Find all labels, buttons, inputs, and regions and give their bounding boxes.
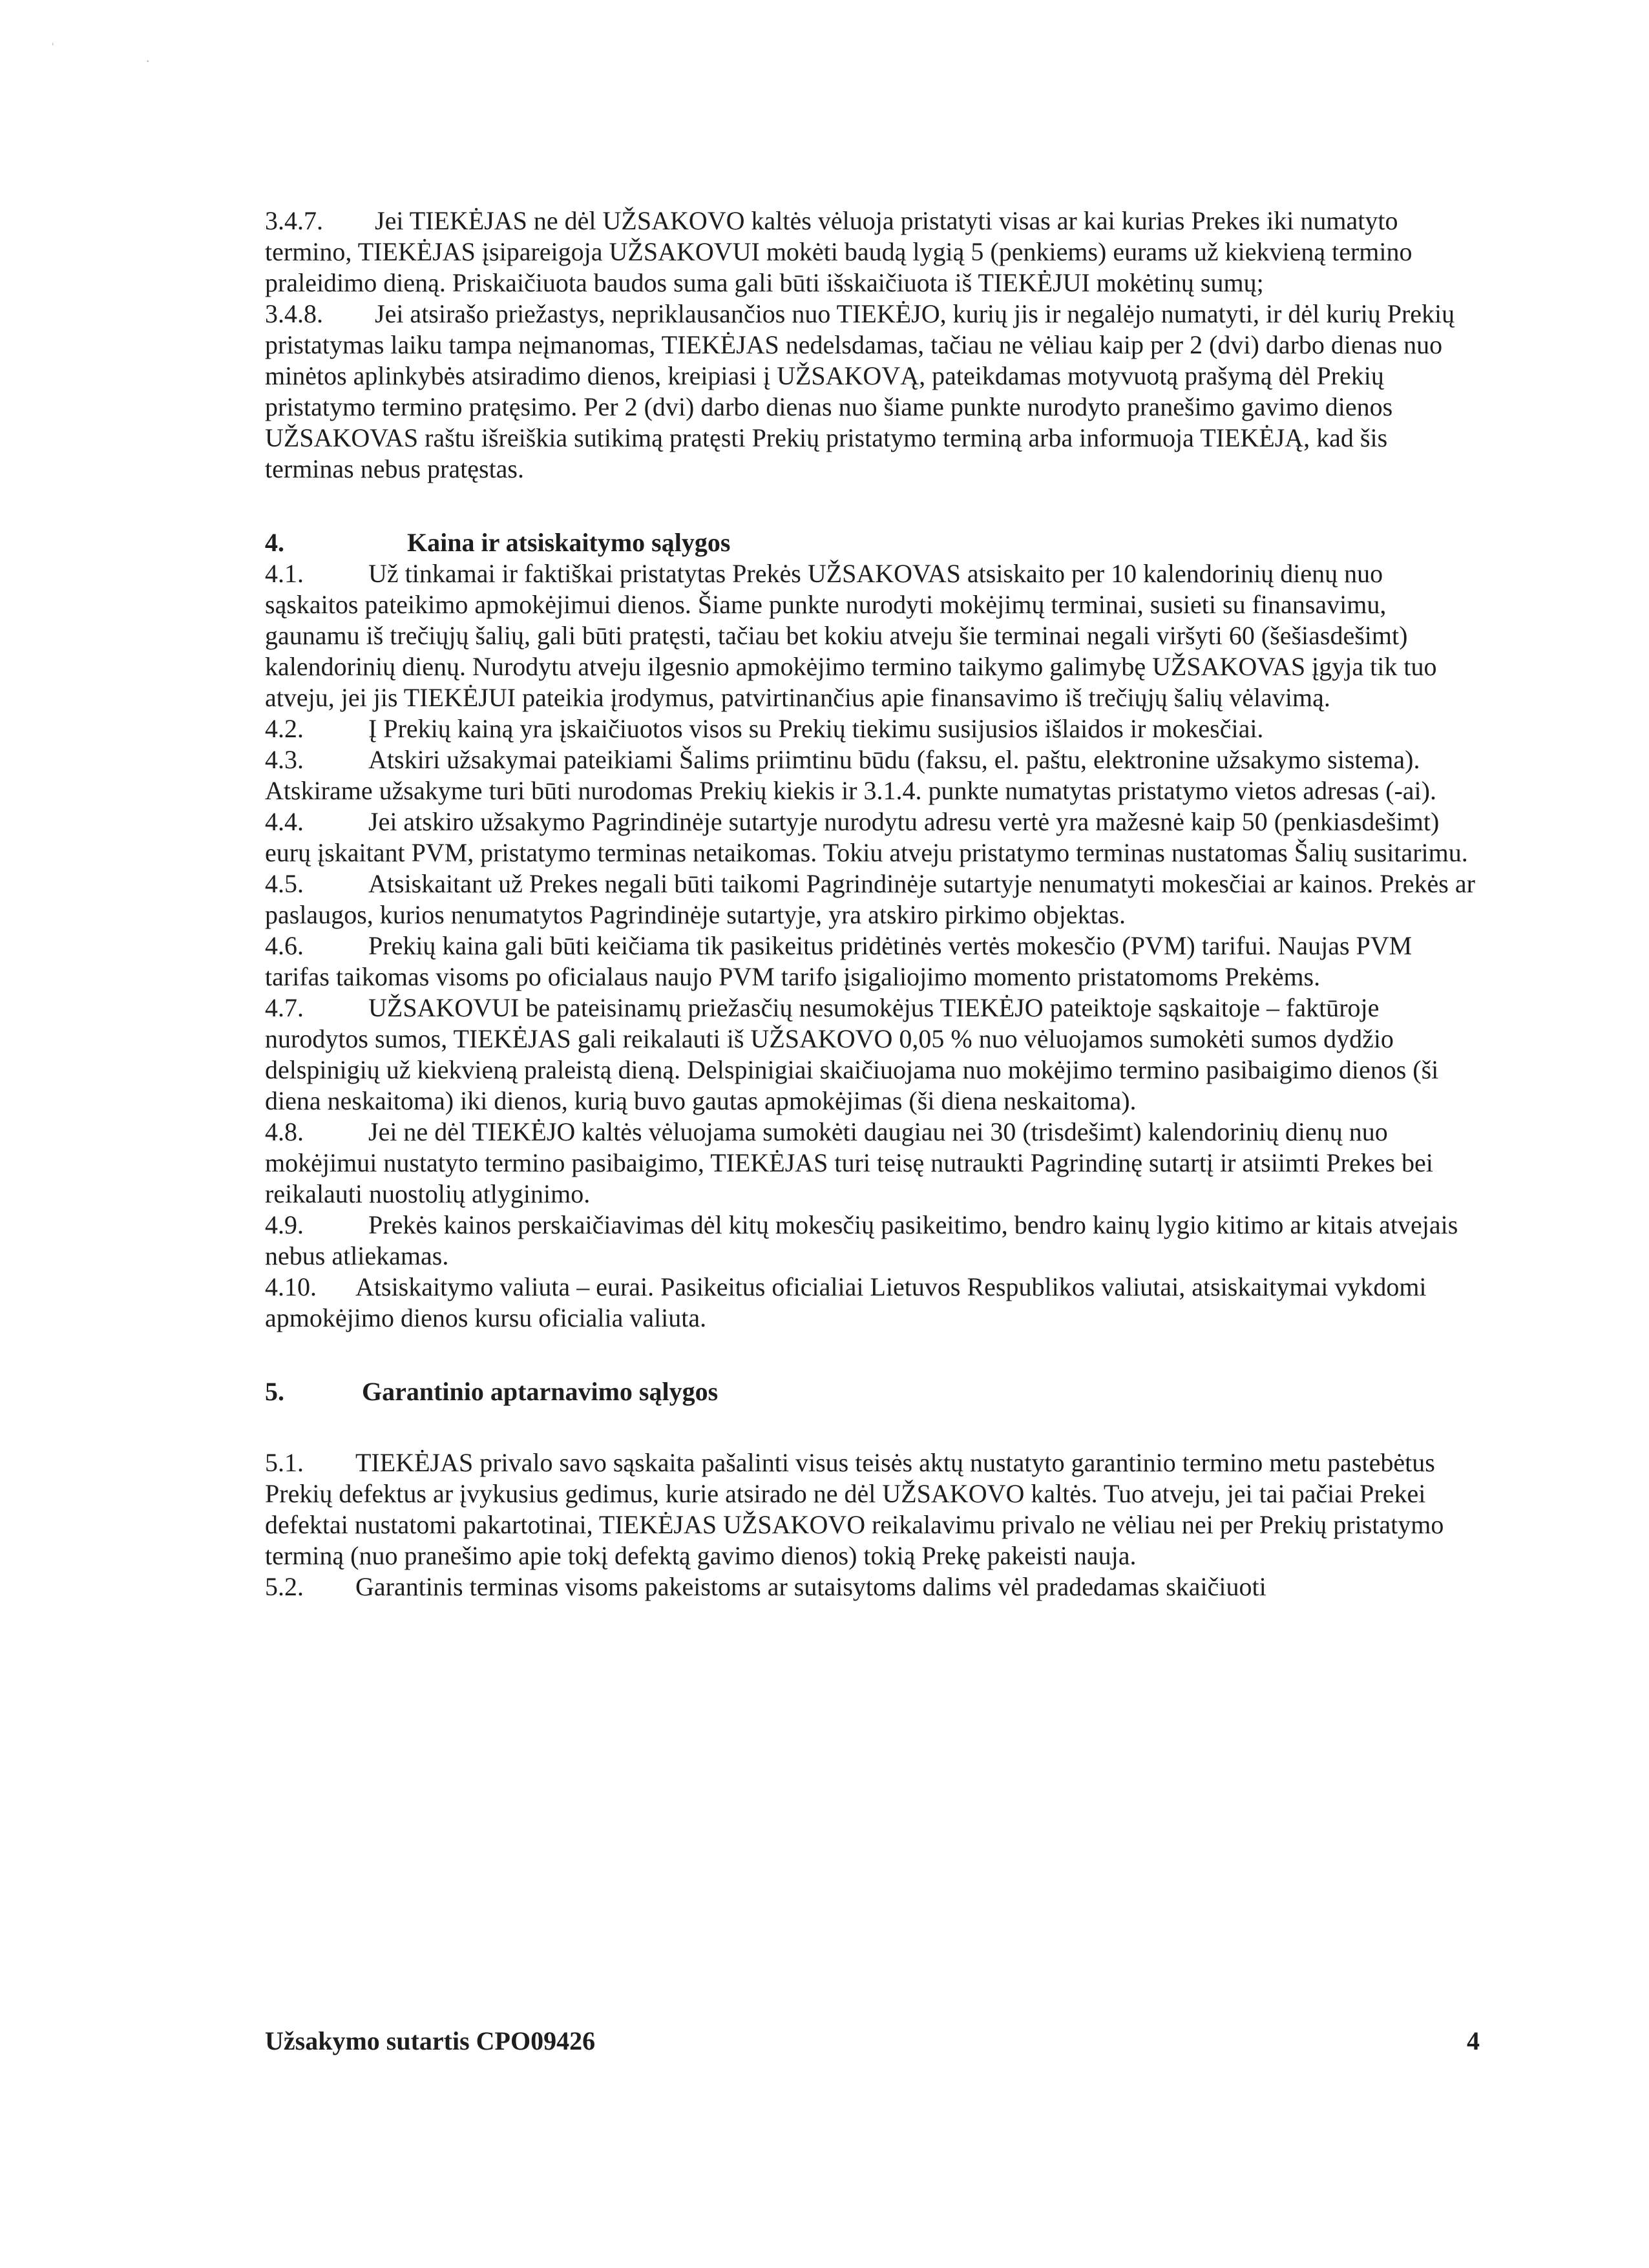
- clause-4-5: [265, 868, 1480, 930]
- clause-4-7: [265, 992, 1480, 1117]
- clause-4-1: [265, 558, 1480, 713]
- document-body: [265, 205, 1480, 1602]
- clause-text: Jei ne dėl TIEKĖJO kaltės vėluojama sumokėti daugiau nei 30 (trisdešimt) kalendorinių dienų nuo mokėjimui nustatyto termino pasibaigimo, TIEKĖJAS turi teisę nutraukti Pagrindinę sutartį ir atsiimti Prekes bei reikalauti nuostolių atlyginimo.: [265, 1117, 1433, 1208]
- clause-text: Jei atsirašo priežastys, nepriklausančios nuo TIEKĖJO, kurių jis ir negalėjo numatyti, ir dėl kurių Prekių pristatymas laiku tampa neįmanomas, TIEKĖJAS nedelsdamas, tačiau ne vėliau kaip per 2 (dvi) darbo dienas nuo minėtos aplinkybės atsiradimo dienos, kreipiasi į UŽSAKOVĄ, pateikdamas motyvuotą prašymą dėl Prekių pristatymo termino pratęsimo. Per 2 (dvi) darbo dienas nuo šiame punkte nurodyto pranešimo gavimo dienos UŽSAKOVAS raštu išreiškia sutikimą pratęsti Prekių pristatymo terminą arba informuoja TIEKĖJĄ, kad šis terminas nebus pratęstas.: [265, 299, 1455, 483]
- section-title: Kaina ir atsiskaitymo sąlygos: [407, 528, 731, 557]
- clause-number: 5.1.: [265, 1448, 304, 1477]
- clause-text: Jei TIEKĖJAS ne dėl UŽSAKOVO kaltės vėluoja pristatyti visas ar kai kurias Prekes iki numatyto termino, TIEKĖJAS įsipareigoja UŽSAKOVUI mokėti baudą lygią 5 (penkiems) eurams už kiekvieną termino praleidimo dieną. Priskaičiuota baudos suma gali būti išskaičiuota iš TIEKĖJUI mokėtinų sumų;: [265, 206, 1413, 297]
- clause-4-4: [265, 806, 1480, 868]
- clause-number: 4.10.: [265, 1272, 317, 1301]
- clause-text: Prekės kainos perskaičiavimas dėl kitų mokesčių pasikeitimo, bendro kainų lygio kitimo ar kitais atvejais nebus atliekamas.: [265, 1210, 1458, 1270]
- clause-text: Už tinkamai ir faktiškai pristatytas Prekės UŽSAKOVAS atsiskaito per 10 kalendorinių dienų nuo sąskaitos pateikimo apmokėjimui dienos. Šiame punkte nurodyti mokėjimų terminai, susieti su finansavimu, gaunamu iš trečiųjų šalių, gali būti pratęsti, tačiau bet kokiu atveju šie terminai negali viršyti 60 (šešiasdešimt) kalendorinių dienų. Nurodytu atveju ilgesnio apmokėjimo termino taikymo galimybę UŽSAKOVAS įgyja tik tuo atveju, jei jis TIEKĖJUI pateikia įrodymus, patvirtinančius apie finansavimo iš trečiųjų šalių vėlavimą.: [265, 559, 1437, 712]
- clause-text: Garantinis terminas visoms pakeistoms ar sutaisytoms dalims vėl pradedamas skaičiuoti: [355, 1572, 1266, 1601]
- clause-3-4-8: [265, 299, 1480, 485]
- clause-3-4-7: [265, 205, 1480, 299]
- spacer: [265, 1407, 1480, 1447]
- clause-text: UŽSAKOVUI be pateisinamų priežasčių nesumokėjus TIEKĖJO pateiktoje sąskaitoje – faktūroje nurodytos sumos, TIEKĖJAS gali reikalauti iš UŽSAKOVO 0,05 % nuo vėluojamos sumokėti sumos dydžio delspinigių už kiekvieną praleistą dieną. Delspinigiai skaičiuojama nuo mokėjimo termino pasibaigimo dienos (ši diena neskaitoma) iki dienos, kurią buvo gautas apmokėjimas (ši diena neskaitoma).: [265, 993, 1439, 1115]
- clause-number: 3.4.8.: [265, 299, 323, 328]
- page-footer: [265, 2026, 1480, 2056]
- clause-text: Prekių kaina gali būti keičiama tik pasikeitus pridėtinės vertės mokesčio (PVM) tarifui. Naujas PVM tarifas taikomas visoms po oficialaus naujo PVM tarifo įsigaliojimo momento pristatomoms Prekėms.: [265, 931, 1413, 991]
- clause-4-3: [265, 744, 1480, 806]
- clause-number: 4.8.: [265, 1117, 304, 1146]
- clause-text: Atsiskaitant už Prekes negali būti taikomi Pagrindinėje sutartyje nenumatyti mokesčiai ar kainos. Prekės ar paslaugos, kurios nenumatytos Pagrindinėje sutartyje, yra atskiro pirkimo objektas.: [265, 869, 1475, 929]
- spacer: [265, 1334, 1480, 1376]
- section-title: Garantinio aptarnavimo sąlygos: [362, 1377, 719, 1406]
- clause-text: Jei atskiro užsakymo Pagrindinėje sutartyje nurodytu adresu vertė yra mažesnė kaip 50 (penkiasdešimt) eurų įskaitant PVM, pristatymo terminas netaikomas. Tokiu atveju pristatymo terminas nustatomas Šalių susitarimu.: [265, 807, 1468, 867]
- spacer: [265, 485, 1480, 527]
- clause-text: Į Prekių kainą yra įskaičiuotos visos su Prekių tiekimu susijusios išlaidos ir mokesčiai.: [368, 714, 1264, 743]
- clause-4-2: [265, 713, 1480, 744]
- clause-number: 4.5.: [265, 869, 304, 898]
- clause-5-2: [265, 1571, 1480, 1602]
- scan-mark: ˈ: [50, 40, 56, 56]
- section-4-heading: [265, 527, 1480, 558]
- clause-number: 4.9.: [265, 1210, 304, 1239]
- clause-number: 3.4.7.: [265, 206, 323, 235]
- clause-number: 4.3.: [265, 745, 304, 774]
- section-number: 5.: [265, 1377, 284, 1406]
- clause-number: 4.6.: [265, 931, 304, 960]
- clause-number: 5.2.: [265, 1572, 304, 1601]
- clause-text: TIEKĖJAS privalo savo sąskaita pašalinti visus teisės aktų nustatyto garantinio termino metu pastebėtus Prekių defektus ar įvykusius gedimus, kurie atsirado ne dėl UŽSAKOVO kaltės. Tuo atveju, jei tai pačiai Prekei defektai nustatomi pakartotinai, TIEKĖJAS UŽSAKOVO reikalavimu privalo ne vėliau nei per Prekių pristatymo terminą (nuo pranešimo apie tokį defektą gavimo dienos) tokią Prekę pakeisti nauja.: [265, 1448, 1444, 1570]
- clause-text: Atskiri užsakymai pateikiami Šalims priimtinu būdu (faksu, el. paštu, elektronine užsakymo sistema). Atskirame užsakyme turi būti nurodomas Prekių kiekis ir 3.1.4. punkte numatytas pristatymo vietos adresas (-ai).: [265, 745, 1436, 805]
- clause-number: 4.4.: [265, 807, 304, 836]
- clause-4-9: [265, 1210, 1480, 1272]
- clause-4-10: [265, 1272, 1480, 1334]
- section-number: 4.: [265, 528, 284, 557]
- clause-4-6: [265, 930, 1480, 992]
- clause-4-8: [265, 1117, 1480, 1210]
- clause-5-1: [265, 1447, 1480, 1571]
- clause-number: 4.7.: [265, 993, 304, 1022]
- clause-number: 4.1.: [265, 559, 304, 588]
- clause-text: Atsiskaitymo valiuta – eurai. Pasikeitus oficialiai Lietuvos Respublikos valiutai, atsiskaitymai vykdomi apmokėjimo dienos kursu oficialia valiuta.: [265, 1272, 1427, 1332]
- clause-number: 4.2.: [265, 714, 304, 743]
- section-5-heading: [265, 1376, 1480, 1407]
- scan-mark: ·: [145, 53, 151, 69]
- page-number: 4: [1467, 2026, 1480, 2055]
- footer-document-title: Užsakymo sutartis CPO09426: [265, 2026, 596, 2055]
